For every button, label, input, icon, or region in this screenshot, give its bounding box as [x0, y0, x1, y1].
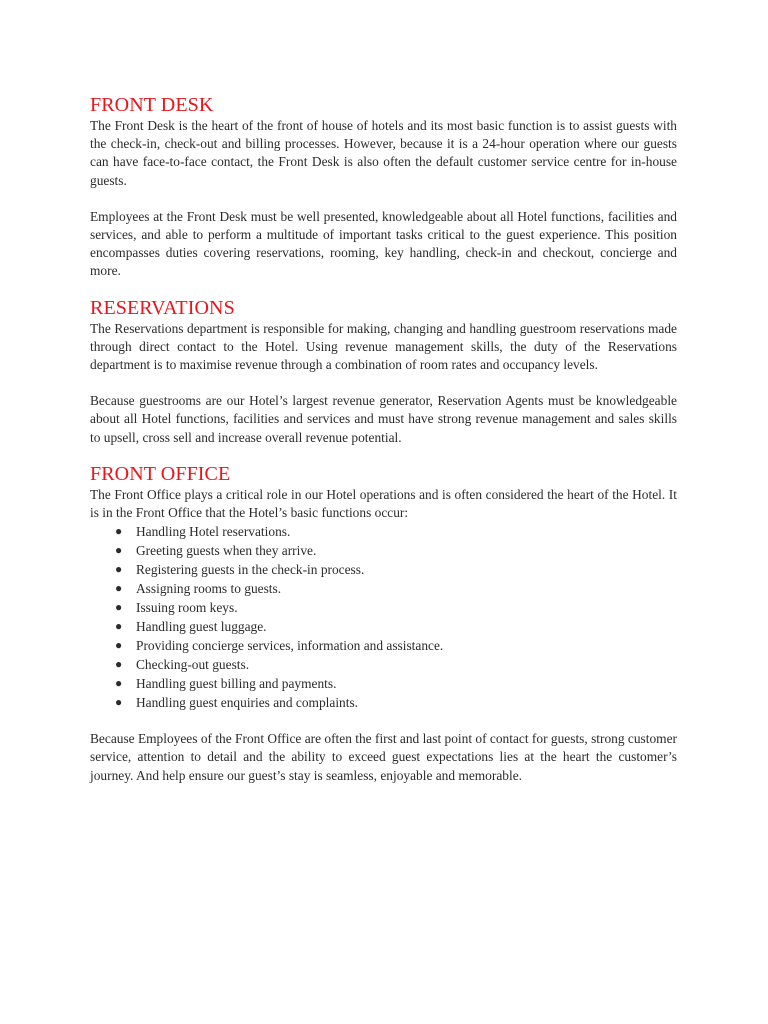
list-item: ● Assigning rooms to guests.: [115, 581, 282, 597]
front-office-closing: Because Employees of the Front Office are often the first and last point of contact for guests, strong customer service, attention to detail and the ability to exceed guest expectations lies at the heart the customer’s journey. And help ensure our guest’s stay is seamless, enjoyable and memorable.: [90, 731, 677, 783]
list-item: ● Registering guests in the check-in process.: [115, 562, 365, 578]
document-page: [90, 94, 677, 785]
front-office-intro: The Front Office plays a critical role in our Hotel operations and is often considered the heart of the Hotel. It is in the Front Office that the Hotel’s basic functions occur:: [90, 486, 677, 521]
front-desk-paragraph-1: The Front Desk is the heart of the front of house of hotels and its most basic function is to assist guests with the check-in, check-out and billing processes. However, because it is a 24-hour operation where our guests can have face-to-face contact, the Front Desk is also often the default customer service centre for in-house guests.: [90, 118, 677, 188]
list-item: ● Handling guest billing and payments.: [115, 676, 337, 692]
list-item: ● Handling guest luggage.: [115, 619, 267, 635]
list-item: ● Handling guest enquiries and complaints.: [115, 695, 359, 711]
list-item: ● Greeting guests when they arrive.: [115, 543, 317, 559]
reservations-paragraph-1: The Reservations department is responsible for making, changing and handling guestroom reservations made through direct contact to the Hotel. Using revenue management skills, the duty of the Reservations department is to maximise revenue through a combination of room rates and occupancy levels.: [90, 320, 677, 373]
list-item: ● Handling Hotel reservations.: [115, 524, 291, 540]
list-item: ● Providing concierge services, information and assistance.: [115, 638, 444, 654]
bullet-icon: ●: [115, 657, 123, 672]
bullet-icon: ●: [115, 543, 123, 558]
list-item: ● Issuing room keys.: [115, 600, 238, 616]
bullet-icon: ●: [115, 581, 123, 596]
bullet-icon: ●: [115, 695, 123, 710]
bullet-icon: ●: [115, 524, 123, 539]
heading-front-desk: FRONT DESK: [90, 94, 214, 116]
front-desk-paragraph-2: Employees at the Front Desk must be well presented, knowledgeable about all Hotel functions, facilities and services, and able to perform a multitude of important tasks critical to the guest experience. This position encompasses duties covering reservations, rooming, key handling, check-in and checkout, concierge and more.: [90, 208, 677, 279]
bullet-icon: ●: [115, 562, 123, 577]
bullet-icon: ●: [115, 619, 123, 634]
reservations-paragraph-2: Because guestrooms are our Hotel’s largest revenue generator, Reservation Agents must be knowledgeable about all Hotel functions, facilities and services and must have strong revenue management and sales skills to upsell, cross sell and increase overall revenue potential.: [90, 393, 677, 445]
heading-front-office: FRONT OFFICE: [90, 462, 231, 485]
heading-reservations: RESERVATIONS: [90, 296, 235, 319]
bullet-icon: ●: [115, 600, 123, 615]
list-item: ● Checking-out guests.: [115, 657, 250, 673]
bullet-icon: ●: [115, 638, 123, 653]
front-office-functions-list: [90, 522, 677, 712]
bullet-icon: ●: [115, 676, 123, 691]
